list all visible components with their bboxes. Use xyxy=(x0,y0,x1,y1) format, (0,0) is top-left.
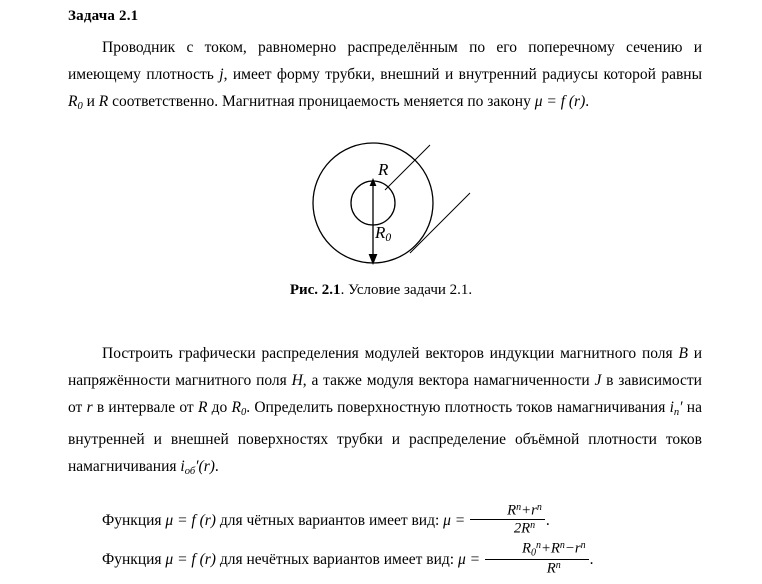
tube-cross-section-svg xyxy=(290,135,480,275)
intro-text-4: соответственно. Магнитная проницаемость меняется по закону xyxy=(108,93,535,110)
task-text-1: Построить графически распределения модулей векторов индукции магнитного поля xyxy=(102,345,679,362)
symbol-R0-task: R xyxy=(231,399,241,416)
leader-line-lower xyxy=(410,193,470,253)
formula-permeability-law: μ = f (r) xyxy=(534,93,586,110)
formula-odd-numerator xyxy=(485,540,589,560)
task-text-6: до xyxy=(207,399,232,416)
symbol-R0-task-sub: 0 xyxy=(240,406,247,418)
formula-odd-num-r-exp: n xyxy=(580,540,586,551)
inner-radius-arrowhead xyxy=(370,178,377,186)
formula-even-den-R: 2R xyxy=(513,520,531,537)
formula-odd-tail: . xyxy=(589,551,594,569)
formula-even-den-exp: n xyxy=(530,520,536,532)
task-text-10: . xyxy=(214,457,219,475)
formula-odd-mid: для нечётных вариантов имеет вид: xyxy=(215,551,458,569)
formula-odd-num-r: −r xyxy=(564,540,581,557)
intro-text-3: и xyxy=(82,93,99,110)
figure-label-R0-sub: 0 xyxy=(385,231,392,245)
task-paragraph xyxy=(68,340,702,485)
formula-even-denominator xyxy=(470,520,545,537)
formula-odd-lead: Функция xyxy=(102,551,166,569)
symbol-volume-current-prime: ′ xyxy=(195,457,199,475)
symbol-J: J xyxy=(594,372,602,389)
formula-odd-num-R0: R xyxy=(521,540,531,557)
figure-label-R0 xyxy=(375,223,391,244)
symbol-surface-current-sub: п xyxy=(673,406,680,418)
symbol-B: B xyxy=(678,345,688,362)
symbol-inner-radius: R xyxy=(98,93,109,110)
formula-odd-num-R: +R xyxy=(540,540,560,557)
formula-odd-mu-eq: μ = xyxy=(457,551,484,569)
formula-even-line xyxy=(68,502,702,538)
figure-caption-number: Рис. 2.1 xyxy=(289,282,341,298)
symbol-H: H xyxy=(291,372,303,389)
formula-even-mid: для чётных вариантов имеет вид: xyxy=(215,511,444,529)
task-text-3: , а также модуля вектора намагниченности xyxy=(302,372,595,389)
intro-text-1: Проводник с током, равномерно распределённым по его поперечному сечению и имеющему плотность xyxy=(68,39,702,83)
symbol-surface-current: i xyxy=(669,399,674,416)
task-text-9: (r) xyxy=(198,457,215,475)
figure-caption-text: . Условие задачи 2.1. xyxy=(340,282,473,298)
symbol-surface-current-prime: ′ xyxy=(679,399,683,416)
formula-odd-num-R0-exp: n xyxy=(535,540,541,551)
symbol-outer-radius-sub: 0 xyxy=(77,100,83,112)
formula-even-num-exp2: n xyxy=(536,502,542,513)
formula-odd-den-R: R xyxy=(546,560,556,577)
formula-odd-fraction xyxy=(485,540,589,577)
symbol-r: r xyxy=(86,399,93,416)
formula-even-num-exp: n xyxy=(516,502,522,513)
formula-even-tail: . xyxy=(545,511,550,529)
formula-odd-denominator xyxy=(485,560,589,577)
formula-even-mu-eq: μ = xyxy=(443,511,470,529)
formula-even-fraction xyxy=(470,502,545,538)
task-text-2: и напряжённости магнитного поля xyxy=(68,345,702,389)
formula-even-lead: Функция xyxy=(102,511,166,529)
formula-even-mu-f: μ = f (r) xyxy=(165,511,216,529)
task-text-4: в зависимости от xyxy=(68,372,702,416)
formula-even-num-r: +r xyxy=(521,502,537,519)
formula-odd-line xyxy=(68,540,702,577)
task-text-8: на внутренней и внешней поверхностях трубки и распределение объёмной плотности токов намагничивания xyxy=(68,399,702,475)
formula-even-numerator xyxy=(470,502,545,520)
intro-text-2: , имеет форму трубки, внешний и внутренний радиусы которой равны xyxy=(223,66,702,83)
symbol-current-density: j xyxy=(219,66,224,83)
symbol-R-task: R xyxy=(197,399,208,416)
intro-paragraph xyxy=(68,34,702,120)
formula-even-num-R: R xyxy=(507,502,517,519)
task-text-7: . Определить поверхностную плотность токов намагничивания xyxy=(246,399,670,416)
symbol-volume-current-sub: об xyxy=(184,465,196,477)
intro-text-5: . xyxy=(585,93,590,110)
figure-diagram xyxy=(290,135,480,275)
formula-odd-den-exp: n xyxy=(555,559,561,571)
figure-label-R-text: R xyxy=(378,160,389,179)
radius-leader-line-outer xyxy=(385,145,430,190)
symbol-outer-radius: R xyxy=(68,93,78,110)
symbol-volume-current: i xyxy=(180,457,185,475)
page-title: Задача 2.1 xyxy=(68,8,139,24)
figure-label-R0-text: R xyxy=(375,223,386,242)
figure-caption xyxy=(0,282,762,299)
figure-label-R xyxy=(378,160,388,180)
formula-odd-num-R0-sub: 0 xyxy=(530,547,536,559)
formula-odd-num-R-exp: n xyxy=(559,540,565,551)
task-text-5: в интервале от xyxy=(92,399,198,416)
formula-odd-mu-f: μ = f (r) xyxy=(165,551,216,569)
